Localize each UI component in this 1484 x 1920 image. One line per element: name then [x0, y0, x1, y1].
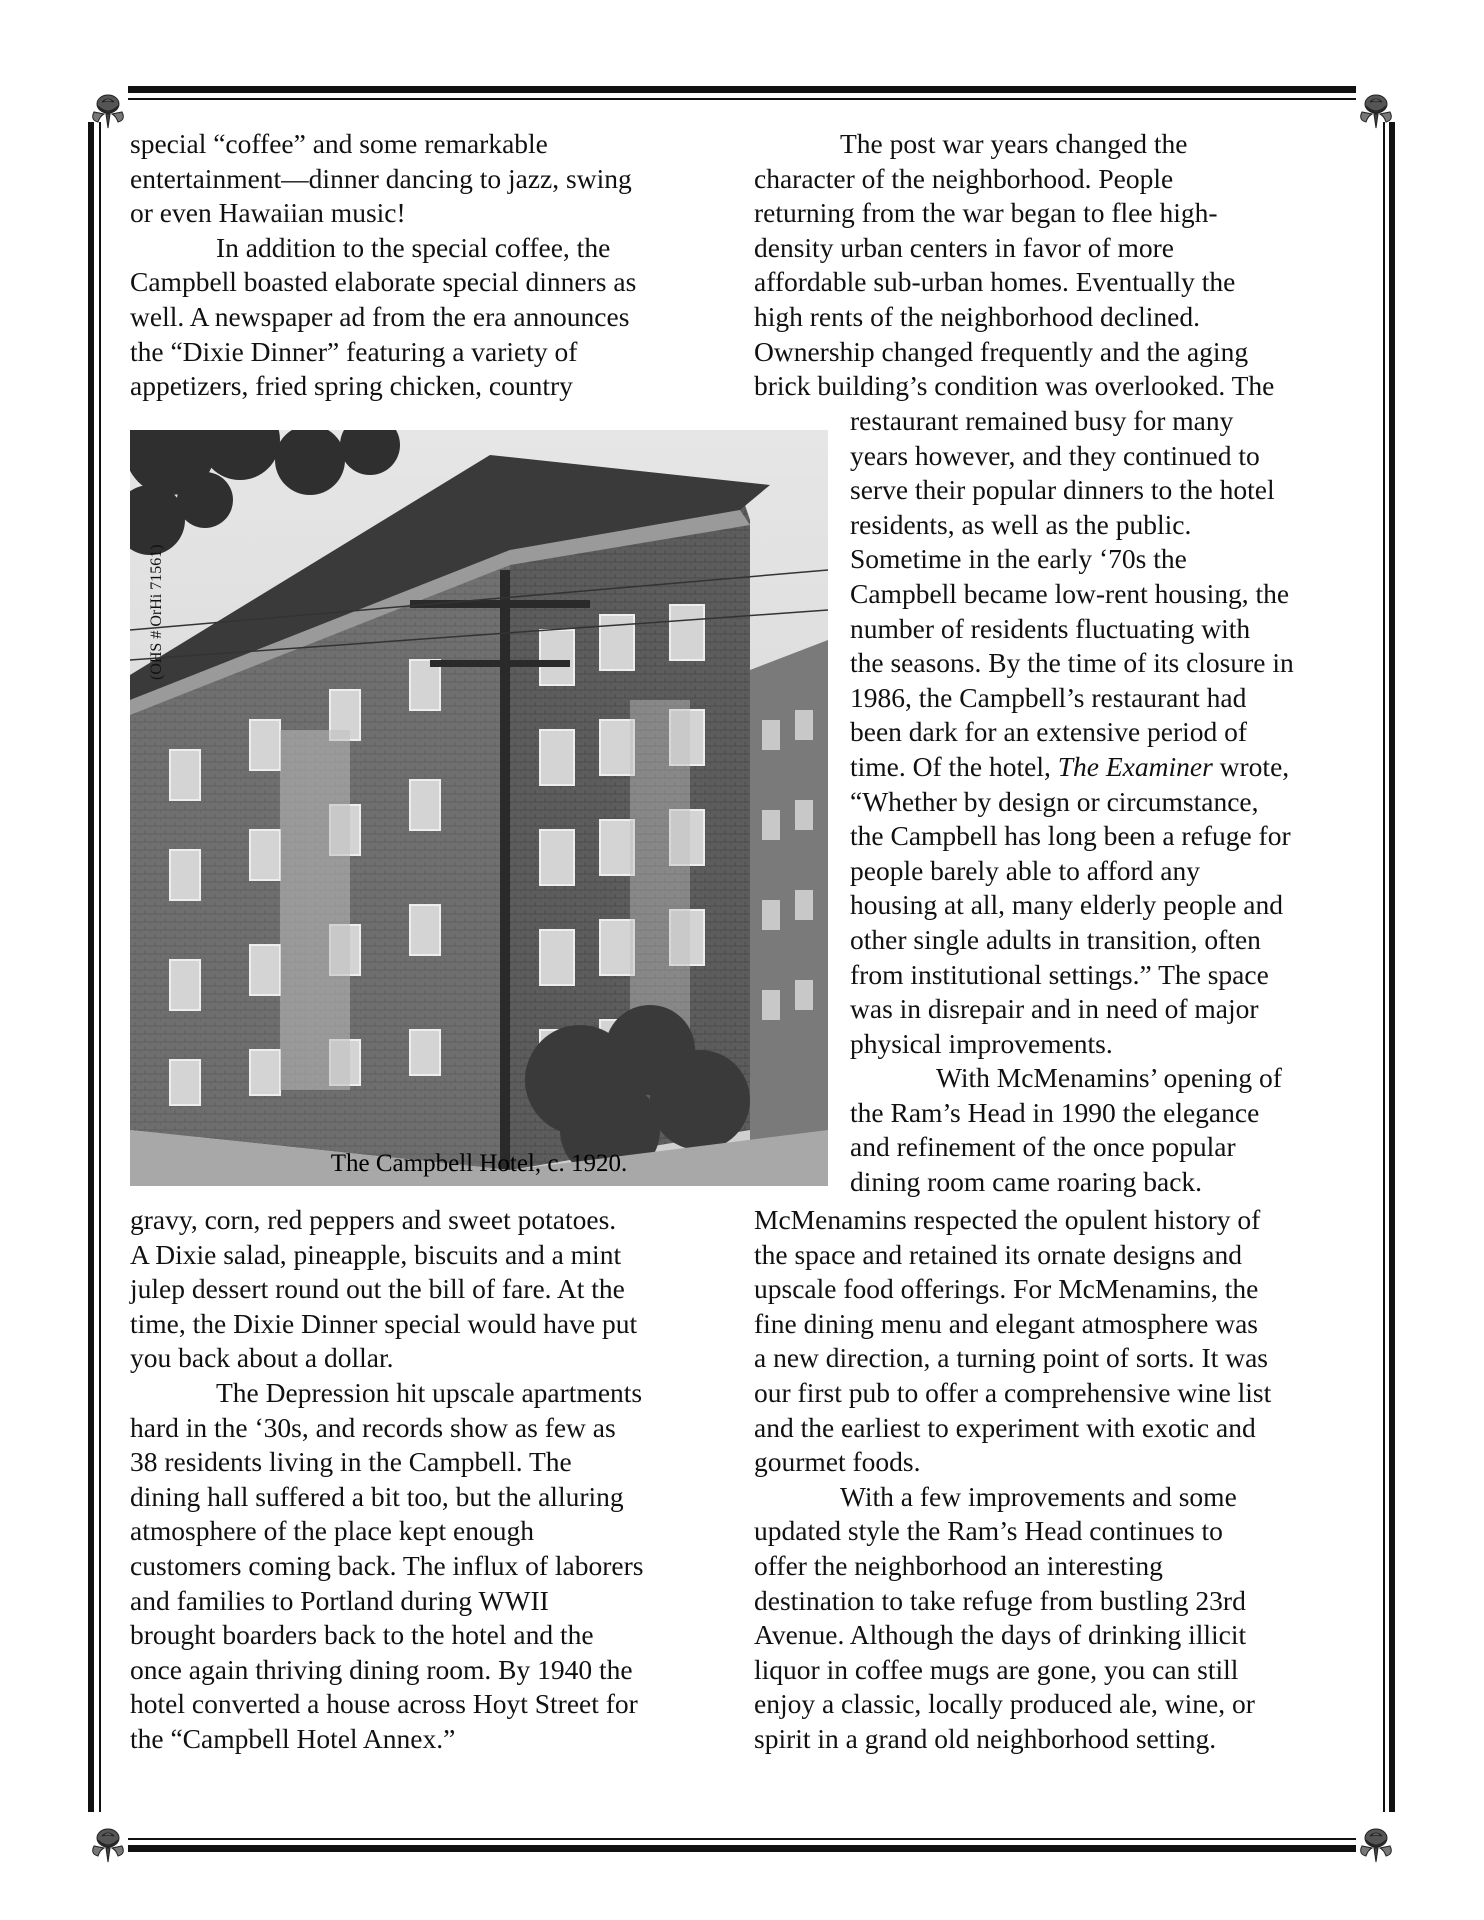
text-line: “Whether by design or circumstance,	[850, 785, 1259, 817]
text-line: McMenamins respected the opulent history of	[754, 1204, 1261, 1235]
text-line: With McMenamins’ opening of	[936, 1062, 1282, 1094]
text-line: and refinement of the once popular	[850, 1131, 1236, 1163]
text-line: appetizers, fried spring chicken, country	[130, 370, 573, 402]
text-line: Ownership changed frequently and the aging	[754, 335, 1249, 367]
text-line: high rents of the neighborhood declined.	[754, 300, 1201, 332]
text-line: the Ram’s Head in 1990 the elegance	[850, 1096, 1260, 1128]
border-top-thick	[128, 86, 1356, 93]
text-line: fine dining menu and elegant atmosphere was	[754, 1307, 1259, 1339]
rose-icon	[1352, 82, 1400, 130]
right-column-narrow	[850, 404, 1370, 1200]
text-line: our first pub to offer a comprehensive wine list	[754, 1376, 1272, 1408]
text-line: once again thriving dining room. By 1940 the	[130, 1653, 633, 1685]
text-line: and families to Portland during WWII	[130, 1584, 549, 1616]
border-right-thin	[1383, 122, 1385, 1812]
text-line: time, the Dixie Dinner special would have put	[130, 1307, 638, 1339]
left-column-bottom	[130, 1203, 730, 1757]
photo-caption: The Campbell Hotel, c. 1920.	[330, 1150, 628, 1177]
text-line: the seasons. By the time of its closure in	[850, 647, 1294, 679]
text-line: The post war years changed the	[840, 128, 1188, 159]
text-line: brought boarders back to the hotel and the	[130, 1619, 594, 1651]
text-line: hotel converted a house across Hoyt Street for	[130, 1688, 638, 1720]
text-line: atmosphere of the place kept enough	[130, 1515, 534, 1547]
left-column-top	[130, 127, 730, 404]
text-line: from institutional settings.” The space	[850, 958, 1269, 990]
rose-icon	[84, 82, 132, 130]
text-line: 38 residents living in the Campbell. The	[130, 1446, 572, 1478]
border-bottom-thick	[128, 1845, 1356, 1852]
text-line	[850, 750, 1370, 785]
text-line: dining room came roaring back.	[850, 1166, 1203, 1198]
text-line: restaurant remained busy for many	[850, 405, 1234, 436]
border-bottom-thin	[128, 1838, 1356, 1840]
text-line: people barely able to afford any	[850, 854, 1200, 886]
text-line: 1986, the Campbell’s restaurant had	[850, 681, 1247, 713]
text-line: residents, as well as the public.	[850, 508, 1192, 540]
text-line: the space and retained its ornate designs and	[754, 1238, 1242, 1270]
text-line: gourmet foods.	[754, 1446, 921, 1478]
text-line: offer the neighborhood an interesting	[754, 1549, 1163, 1581]
text-line: physical improvements.	[850, 1027, 1113, 1059]
rose-icon	[1352, 1816, 1400, 1864]
rose-icon	[84, 1816, 132, 1864]
text-line: housing at all, many elderly people and	[850, 889, 1284, 921]
text-line: gravy, corn, red peppers and sweet potatoes.	[130, 1204, 617, 1235]
right-column-top	[754, 127, 1364, 404]
text-line: a new direction, a turning point of sorts. It was	[754, 1342, 1268, 1374]
text-line: A Dixie salad, pineapple, biscuits and a mint	[130, 1238, 622, 1270]
text-line: number of residents fluctuating with	[850, 612, 1251, 644]
text-line: liquor in coffee mugs are gone, you can still	[754, 1653, 1239, 1685]
text-line: Avenue. Although the days of drinking illicit	[754, 1619, 1247, 1651]
text-line: the “Campbell Hotel Annex.”	[130, 1722, 456, 1754]
text-line: or even Hawaiian music!	[130, 197, 406, 229]
campbell-hotel-photo	[130, 430, 828, 1186]
text-line: affordable sub-urban homes. Eventually the	[754, 266, 1236, 298]
text-line: enjoy a classic, locally produced ale, wine, or	[754, 1688, 1255, 1720]
text-line: density urban centers in favor of more	[754, 231, 1174, 263]
text-line: hard in the ‘30s, and records show as few as	[130, 1411, 616, 1443]
text-fragment: wrote,	[1212, 750, 1290, 782]
text-line: been dark for an extensive period of	[850, 716, 1248, 748]
photo-credit: (OHS # OrHi 71561)	[148, 544, 165, 680]
border-right-thick	[1389, 122, 1395, 1812]
text-line: customers coming back. The influx of laborers	[130, 1549, 644, 1581]
text-line: returning from the war began to flee high-	[754, 197, 1218, 229]
text-line: With a few improvements and some	[840, 1480, 1237, 1512]
border-left-thin	[99, 122, 101, 1812]
text-line: other single adults in transition, often	[850, 923, 1261, 955]
text-line: The Depression hit upscale apartments	[216, 1376, 643, 1408]
border-left-thick	[88, 122, 94, 1812]
text-line: upscale food offerings. For McMenamins, the	[754, 1273, 1259, 1305]
text-line: spirit in a grand old neighborhood setting.	[754, 1722, 1217, 1754]
text-line: Campbell became low-rent housing, the	[850, 577, 1290, 609]
text-line: updated style the Ram’s Head continues to	[754, 1515, 1223, 1547]
text-line: special “coffee” and some remarkable	[130, 128, 548, 159]
text-line: dining hall suffered a bit too, but the alluring	[130, 1480, 624, 1512]
publication-title: The Examiner	[1057, 750, 1213, 782]
text-line: In addition to the special coffee, the	[216, 231, 611, 263]
text-fragment: time. Of the hotel,	[850, 750, 1058, 782]
text-line: brick building’s condition was overlooked. The	[754, 370, 1275, 402]
text-line: the “Dixie Dinner” featuring a variety of	[130, 335, 578, 367]
text-line: was in disrepair and in need of major	[850, 993, 1259, 1025]
text-line: years however, and they continued to	[850, 439, 1260, 471]
text-line: well. A newspaper ad from the era announces	[130, 300, 630, 332]
border-top-thin	[128, 98, 1356, 100]
text-line: Sometime in the early ‘70s the	[850, 543, 1187, 575]
text-line: Campbell boasted elaborate special dinners as	[130, 266, 637, 298]
text-line: julep dessert round out the bill of fare. At the	[130, 1273, 625, 1305]
text-line: character of the neighborhood. People	[754, 162, 1174, 194]
text-line: destination to take refuge from bustling 23rd	[754, 1584, 1246, 1616]
right-column-bottom	[754, 1203, 1364, 1757]
text-line: the Campbell has long been a refuge for	[850, 820, 1291, 852]
text-line: entertainment—dinner dancing to jazz, swing	[130, 162, 632, 194]
text-line: and the earliest to experiment with exotic and	[754, 1411, 1256, 1443]
text-line: you back about a dollar.	[130, 1342, 394, 1374]
text-line: serve their popular dinners to the hotel	[850, 474, 1275, 506]
